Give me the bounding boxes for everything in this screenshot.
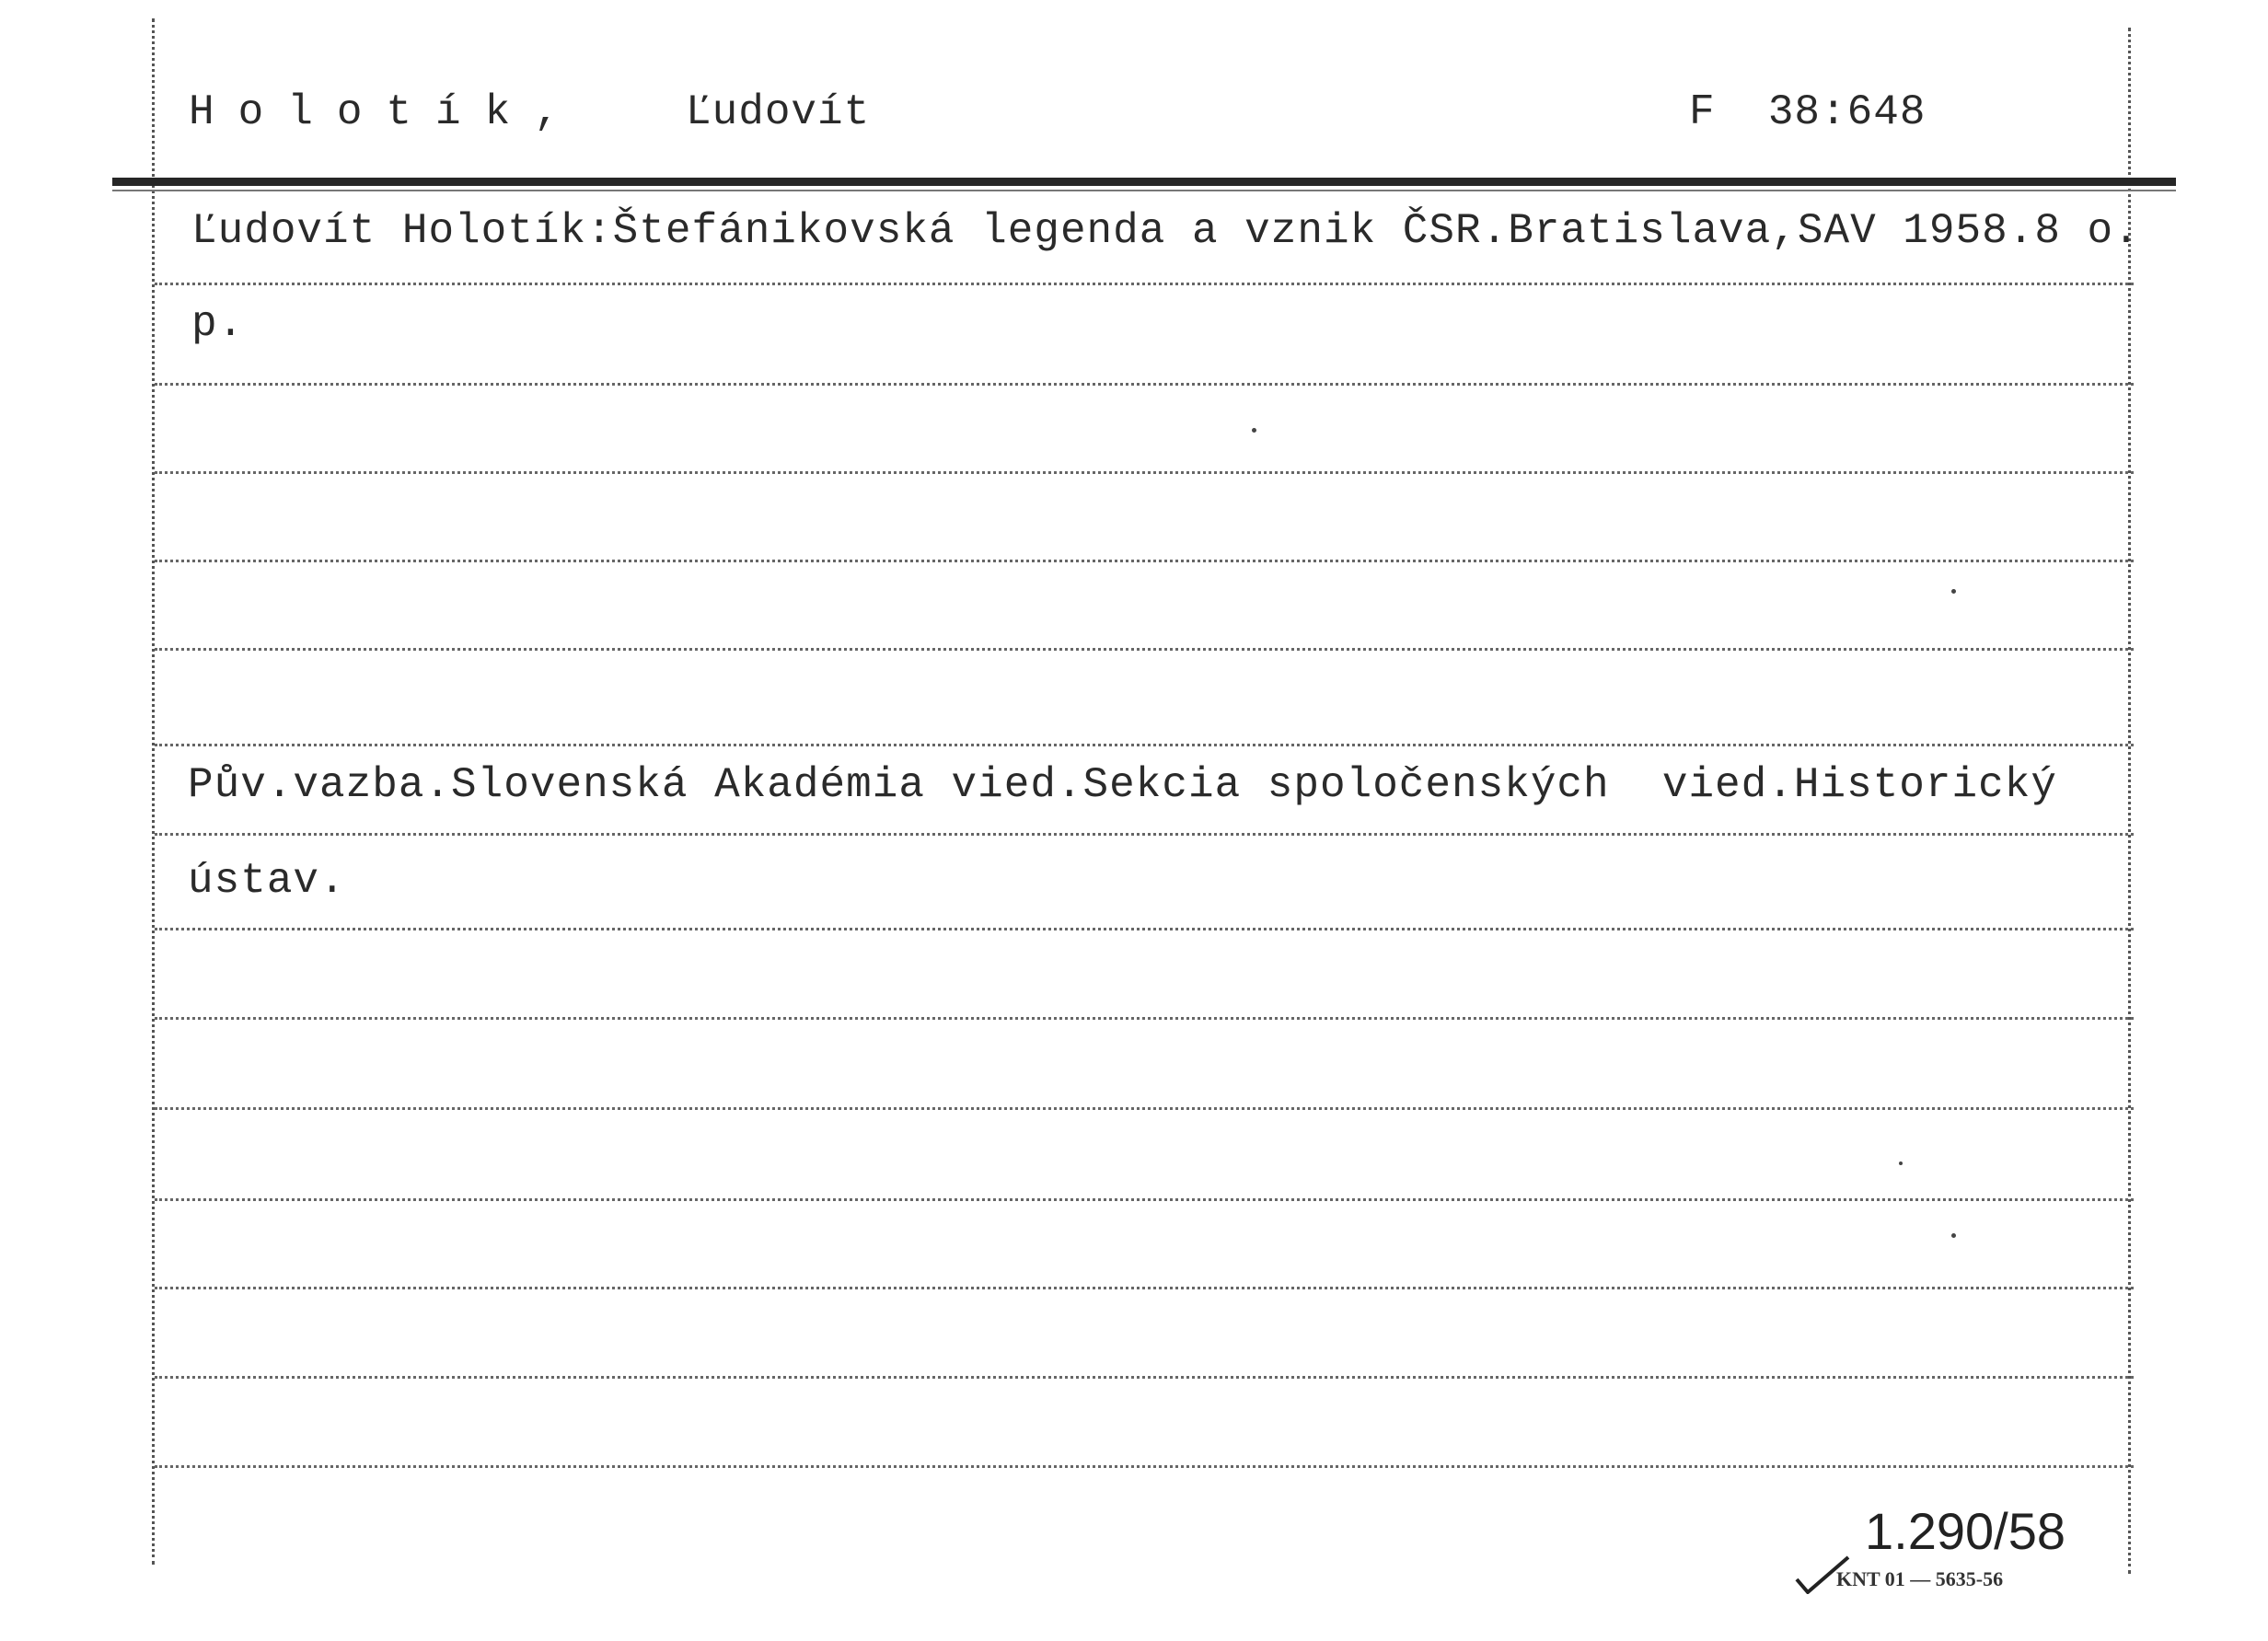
call-number: F 38:648 — [1689, 88, 1927, 136]
ruled-line — [155, 383, 2134, 386]
left-margin-line — [152, 18, 155, 1565]
pagination-line: p. — [191, 300, 245, 348]
ruled-line — [155, 1376, 2134, 1379]
ruled-line — [155, 1465, 2134, 1468]
ruled-line — [155, 1017, 2134, 1020]
ruled-line — [155, 283, 2134, 285]
speck — [1899, 1161, 1903, 1165]
ruled-line — [155, 928, 2134, 930]
ruled-line — [155, 1198, 2134, 1201]
provenance-line: Pův.vazba.Slovenská Akadémia vied.Sekcia spoločenských vied.Historický — [188, 761, 2057, 809]
header-rule — [112, 178, 2176, 186]
right-margin-line — [2128, 28, 2131, 1574]
provenance-line-continued: ústav. — [188, 857, 346, 905]
ruled-line — [155, 1107, 2134, 1110]
printer-mark: KNT 01 — 5635-56 — [1836, 1567, 2004, 1590]
speck — [1252, 428, 1256, 433]
title-line: Ľudovít Holotík:Štefánikovská legenda a vznik ČSR.Bratislava,SAV 1958.8 o. — [191, 207, 2140, 255]
ruled-line — [155, 1287, 2134, 1289]
author-given-name: Ľudovít — [686, 88, 871, 136]
ruled-line — [155, 560, 2134, 562]
ruled-line — [155, 833, 2134, 836]
accession-number: 1.290/58 — [1865, 1502, 2066, 1560]
ruled-line — [155, 471, 2134, 474]
ruled-line — [155, 744, 2134, 746]
speck — [1951, 589, 1956, 594]
ruled-line — [155, 648, 2134, 651]
header-rule-shadow — [112, 190, 2176, 191]
speck — [1951, 1233, 1956, 1238]
author-surname: Holotík, — [189, 88, 584, 136]
